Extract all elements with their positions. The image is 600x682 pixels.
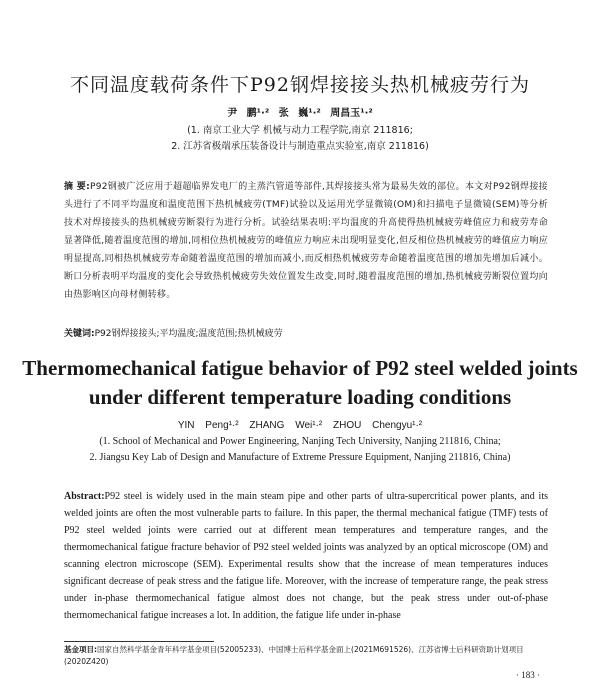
chinese-affiliation-2: 2. 江苏省极端承压装备设计与制造重点实验室,南京 211816)	[171, 141, 429, 152]
chinese-authors: 尹 鹏¹·² 张 巍¹·² 周昌玉¹·²	[227, 108, 373, 119]
chinese-keywords-label: 关键词:	[64, 329, 95, 339]
chinese-affiliation-1: (1. 南京工业大学 机械与动力工程学院,南京 211816;	[187, 125, 413, 136]
chinese-abstract	[64, 178, 548, 304]
chinese-abstract-label: 摘 要:	[64, 182, 90, 192]
english-abstract	[64, 488, 548, 624]
english-affiliation-2: 2. Jiangsu Key Lab of Design and Manufacture of Extreme Pressure Equipment, Nanjing 211816, China)	[89, 452, 511, 463]
footnote-divider	[64, 641, 214, 642]
english-authors: YIN Peng¹·² ZHANG Wei¹·² ZHOU Chengyu¹·²	[177, 420, 423, 431]
funding-footnote	[64, 644, 548, 668]
page-number: · 183 ·	[516, 670, 540, 680]
english-title: Thermomechanical fatigue behavior of P92 steel welded joints under different temperature loading conditions	[22, 356, 578, 409]
chinese-keywords-text: P92钢焊接接头;平均温度;温度范围;热机械疲劳	[94, 329, 283, 339]
chinese-title: 不同温度载荷条件下P92钢焊接接头热机械疲劳行为	[70, 74, 530, 96]
chinese-keywords	[64, 326, 548, 339]
english-abstract-text: P92 steel is widely used in the main steam pipe and other parts of ultra-supercritical power plants, and its welded joints are often the most vulnerable parts to failure. In this paper, the thermal mechanical fatigue (TMF) tests of P92 steel welded joints were carried out at different mean temperatures and temperature ranges, and the thermomechanical fatigue fracture behavior of P92 steel welded joints was analyzed by an optical microscope (OM) and scanning electron microscope (SEM). Experimental results show that the increase of mean temperatures induces significant decrease of peak stress and the fatigue life. Moreover, with the increase of temperature range, the peak stress under in-phase thermomechanical fatigue almost does not change, but the peak stress under out-of-phase thermomechanical fatigue increases a lot. In addition, the fatigue life under in-phase	[64, 491, 548, 621]
chinese-abstract-text: P92钢被广泛应用于超超临界发电厂的主蒸汽管道等部件,其焊接接头常为最易失效的部位。本文对P92钢焊接接头进行了不同平均温度和温度范围下热机械疲劳(TMF)试验以及运用光学显微镜(OM)和扫描电子显微镜(SEM)等分析技术对焊接接头的热机械疲劳断裂行为进行分析。试验结果表明:平均温度的升高使得热机械疲劳峰值应力和疲劳寿命显著降低,随着温度范围的增加,同相位热机械疲劳的峰值应力响应未出现明显变化,但反相位热机械疲劳的峰值应力响应明显提高,同相热机械疲劳寿命随着温度范围的增加而减小,而反相热机械疲劳寿命随着温度范围的增加先增加后减小。断口分析表明平均温度的变化会导致热机械疲劳失效位置发生改变,同时,随着温度范围的增加,热机械疲劳断裂位置均向由热影响区向母材侧转移。	[64, 182, 548, 300]
footnote-text: 国家自然科学基金青年科学基金项目(52005233)、中国博士后科学基金面上(2021M691526)、江苏省博士后科研资助计划项目(2020Z420)	[64, 645, 524, 666]
english-abstract-label: Abstract:	[64, 491, 105, 502]
footnote-label: 基金项目:	[64, 645, 97, 654]
english-affiliation-1: (1. School of Mechanical and Power Engineering, Nanjing Tech University, Nanjing 211816, China;	[99, 436, 501, 447]
